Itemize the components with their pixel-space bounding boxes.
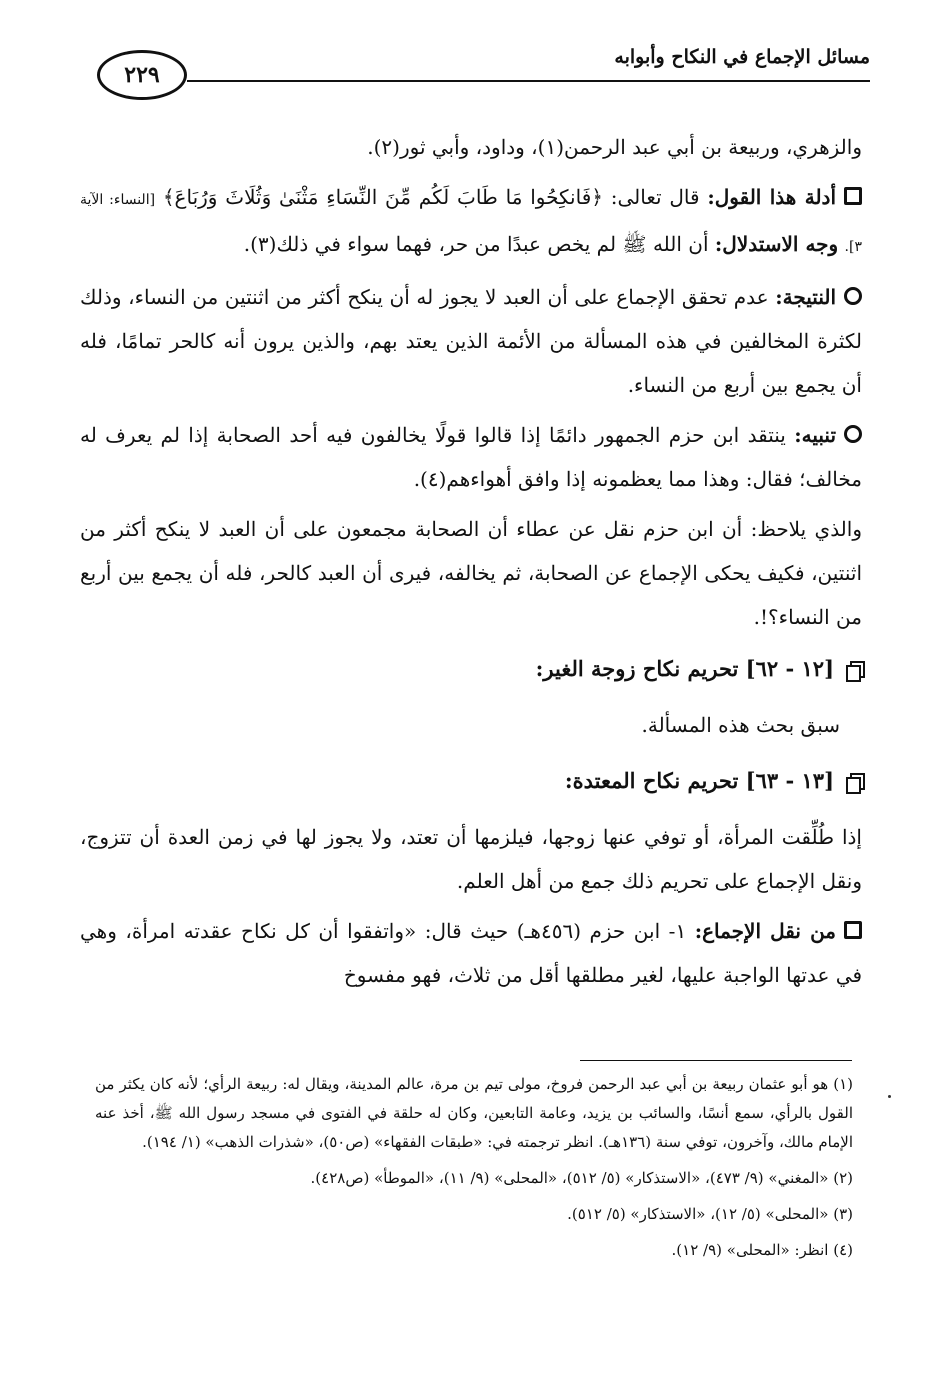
section-title-62 xyxy=(80,647,862,691)
inference-text: أن الله ﷺ لم يخص عبدًا من حر، فهما سواء في ذلك(٣). xyxy=(243,232,709,256)
paragraph-note xyxy=(80,413,862,501)
consensus-heading: من نقل الإجماع: xyxy=(694,919,837,943)
circle-bullet-icon xyxy=(844,425,862,443)
documents-icon xyxy=(846,773,862,791)
circle-bullet-icon xyxy=(844,287,862,305)
footnote-4: (٤) انظر: «المحلى» (٩/ ١٢). xyxy=(671,1241,853,1259)
consensus-text: ١- ابن حزم (٤٥٦هـ) حيث قال: «واتفقوا أن كل نكاح عقدته امرأة، وهي في عدتها الواجبة عليها، لغير مطلقها أقل من ثلاث، فهو مفسوخ xyxy=(80,919,862,987)
section-title-63-text: [١٣ - ٦٣] تحريم نكاح المعتدة: xyxy=(564,768,834,793)
paragraph-consensus xyxy=(80,909,862,997)
footnote-3: (٣) «المحلى» (٥/ ١٢)، «الاستذكار» (٥/ ٥١٢). xyxy=(567,1205,853,1223)
square-bullet-icon xyxy=(844,921,862,939)
paragraph-evidence xyxy=(80,175,862,269)
section-62-text: سبق بحث هذه المسألة. xyxy=(641,713,840,737)
result-text: عدم تحقق الإجماع على أن العبد لا يجوز له أن ينكح أكثر من اثنتين من النساء، وذلك لكثرة المخالفين في هذه المسألة من الأئمة الذين يعتد بهم، والذين يرون أنه كالحر تمامًا، فله أن يجمع بين أربع من النساء. xyxy=(80,285,862,397)
running-title: مسائل الإجماع في النكاح وأبوابه xyxy=(614,46,870,68)
footnote-separator xyxy=(580,1060,852,1061)
evidence-verse: قال تعالى: ﴿فَانكِحُوا مَا طَابَ لَكُم مِّنَ النِّسَاءِ مَثْنَىٰ وَثُلَاثَ وَرُبَاعَ﴾ xyxy=(162,185,700,209)
page-header xyxy=(95,40,870,100)
section-title-62-text: [١٢ - ٦٢] تحريم نكاح زوجة الغير: xyxy=(535,656,834,681)
scan-speck xyxy=(888,1095,891,1098)
square-bullet-icon xyxy=(844,187,862,205)
main-text xyxy=(80,125,862,997)
documents-icon xyxy=(846,661,862,679)
note-text: ينتقد ابن حزم الجمهور دائمًا إذا قالوا قولًا يخالفون فيه أحد الصحابة إذا لم يعرف له مخالف؛ فقال: وهذا مما يعظمونه إذا وافق أهواءهم(٤). xyxy=(80,423,862,491)
section-title-63 xyxy=(80,759,862,803)
footnote-2: (٢) «المغني» (٩/ ٤٧٣)، «الاستذكار» (٥/ ٥١٢)، «المحلى» (٩/ ١١)، «الموطأ» (ص٤٢٨). xyxy=(310,1169,853,1187)
paragraph-result xyxy=(80,275,862,407)
footnote-1: (١) هو أبو عثمان ربيعة بن أبي عبد الرحمن فروخ، مولى تيم بن مرة، عالم المدينة، ويقال له: ربيعة الرأي؛ لأنه كان يكثر من القول بالرأي، سمع أنسًا، والسائب بن يزيد، وعامة التابعين، وكان له حلقة في الفتوى في مسجد رسول الله ﷺ، أخذ عنه الإمام مالك، وآخرون، توفي سنة (١٣٦هـ). انظر ترجمته في: «طبقات الفقهاء» (ص٥٠)، «شذرات الذهب» (١/ ١٩٤). xyxy=(95,1075,853,1151)
evidence-heading: أدلة هذا القول: xyxy=(707,185,836,209)
header-rule xyxy=(187,80,870,82)
result-heading: النتيجة: xyxy=(775,285,837,309)
inference-heading: وجه الاستدلال: xyxy=(714,232,839,256)
section-63-text: إذا طُلِّقت المرأة، أو توفي عنها زوجها، فيلزمها أن تعتد، ولا يجوز لها في زمن العدة أن تتزوج، ونقل الإجماع على تحريم ذلك جمع من أهل العلم. xyxy=(80,825,862,893)
paragraph-scholars: والزهري، وربيعة بن أبي عبد الرحمن(١)، وداود، وأبي ثور(٢). xyxy=(367,135,862,159)
page-number: ٢٢٩ xyxy=(97,50,187,100)
verse-reference: [النساء: الآية ٣]. xyxy=(80,192,862,255)
note-heading: تنبيه: xyxy=(794,423,837,447)
footnotes xyxy=(95,1070,853,1265)
paragraph-observation: والذي يلاحظ: أن ابن حزم نقل عن عطاء أن الصحابة مجمعون على أن العبد لا ينكح أكثر من اثنتين، فكيف يحكى الإجماع عن الصحابة، ثم يخالفه، فيرى أن العبد كالحر، فله أن يجمع بين أربع من النساء؟!. xyxy=(80,517,862,629)
